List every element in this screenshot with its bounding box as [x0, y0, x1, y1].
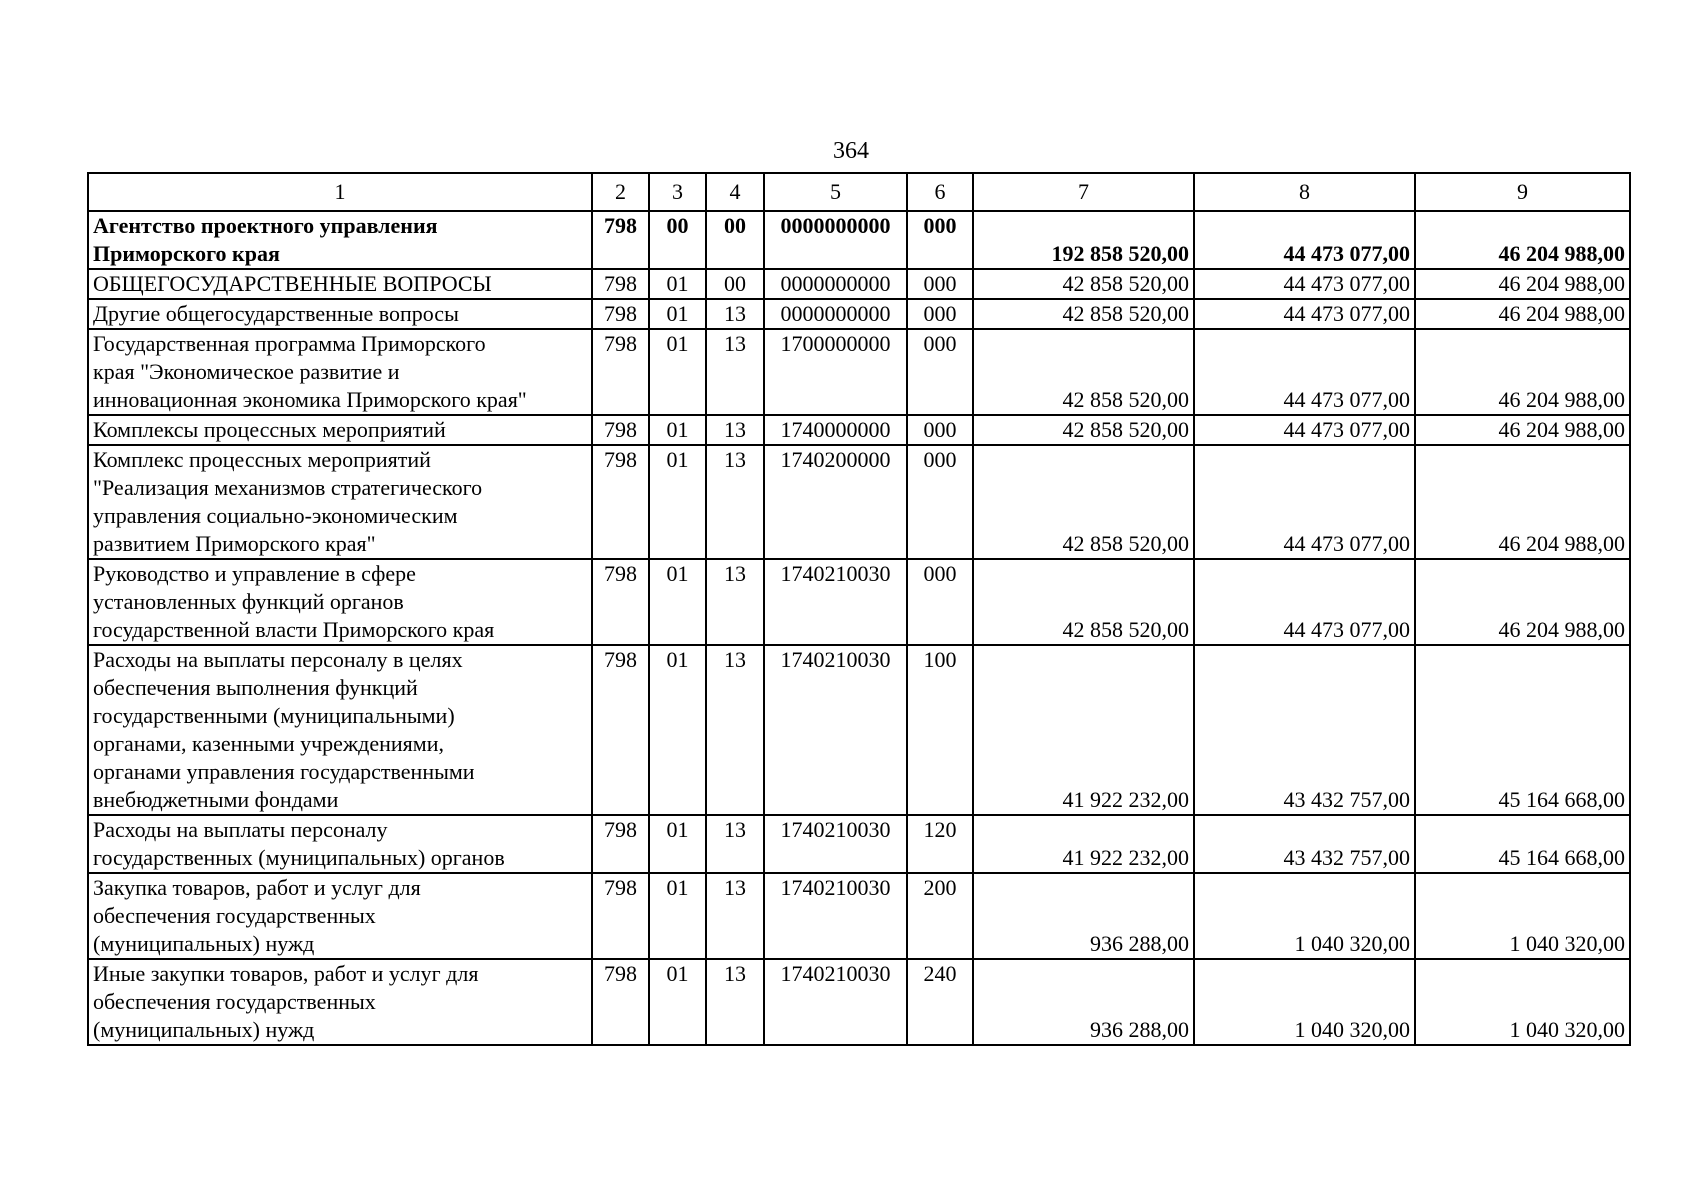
expense-type-cell: 000 [907, 329, 973, 415]
amount-year3-cell: 46 204 988,00 [1415, 445, 1630, 559]
row-name-line: государственными (муниципальными) [93, 703, 455, 728]
section-code-cell: 01 [649, 873, 706, 959]
amount-year2-cell: 43 432 757,00 [1194, 645, 1415, 815]
row-name-line: (муниципальных) нужд [93, 931, 315, 956]
amount-year3-cell: 1 040 320,00 [1415, 959, 1630, 1045]
row-name-line: органами, казенными учреждениями, [93, 731, 444, 756]
row-name-line: Закупка товаров, работ и услуг для [93, 875, 421, 900]
section-code-cell: 01 [649, 815, 706, 873]
row-name-cell [88, 329, 592, 415]
row-name-cell [88, 211, 592, 269]
expense-type-cell: 000 [907, 211, 973, 269]
expense-type-cell: 120 [907, 815, 973, 873]
row-name-line: края "Экономическое развитие и [93, 359, 400, 384]
column-header: 2 [592, 173, 649, 211]
row-name-line: Приморского края [93, 241, 280, 266]
section-code-cell: 01 [649, 269, 706, 299]
target-article-cell: 1740200000 [764, 445, 907, 559]
subsection-code-cell: 13 [706, 299, 764, 329]
ministry-code-cell: 798 [592, 559, 649, 645]
ministry-code-cell: 798 [592, 959, 649, 1045]
row-name-cell [88, 299, 592, 329]
row-name-line: Другие общегосударственные вопросы [93, 301, 459, 326]
amount-year3-cell: 45 164 668,00 [1415, 815, 1630, 873]
ministry-code-cell: 798 [592, 299, 649, 329]
amount-year2-cell: 1 040 320,00 [1194, 873, 1415, 959]
table-body [88, 173, 1630, 1045]
column-header: 4 [706, 173, 764, 211]
row-name-line: органами управления государственными [93, 759, 475, 784]
target-article-cell: 1740000000 [764, 415, 907, 445]
table-row [88, 445, 1630, 559]
row-name-cell [88, 873, 592, 959]
expense-type-cell: 000 [907, 299, 973, 329]
amount-year1-cell: 42 858 520,00 [973, 329, 1194, 415]
page-number: 364 [833, 138, 869, 164]
column-header: 6 [907, 173, 973, 211]
column-header: 8 [1194, 173, 1415, 211]
row-name-cell [88, 269, 592, 299]
subsection-code-cell: 13 [706, 645, 764, 815]
row-name-line: Государственная программа Приморского [93, 331, 486, 356]
subsection-code-cell: 13 [706, 415, 764, 445]
row-name-line: Руководство и управление в сфере [93, 561, 416, 586]
amount-year1-cell: 42 858 520,00 [973, 445, 1194, 559]
row-name-line: обеспечения государственных [93, 989, 376, 1014]
row-name-line: развитием Приморского края" [93, 531, 376, 556]
row-name-line: Расходы на выплаты персоналу [93, 817, 388, 842]
row-name-cell [88, 415, 592, 445]
row-name-cell [88, 645, 592, 815]
amount-year2-cell: 1 040 320,00 [1194, 959, 1415, 1045]
row-name-line: Комплекс процессных мероприятий [93, 447, 431, 472]
amount-year2-cell: 44 473 077,00 [1194, 329, 1415, 415]
amount-year3-cell: 46 204 988,00 [1415, 211, 1630, 269]
amount-year3-cell: 46 204 988,00 [1415, 415, 1630, 445]
amount-year2-cell: 44 473 077,00 [1194, 211, 1415, 269]
row-name-cell [88, 959, 592, 1045]
amount-year1-cell: 41 922 232,00 [973, 815, 1194, 873]
column-header: 9 [1415, 173, 1630, 211]
row-name-line: Расходы на выплаты персоналу в целях [93, 647, 463, 672]
row-name-line: "Реализация механизмов стратегического [93, 475, 483, 500]
section-code-cell: 01 [649, 329, 706, 415]
row-name-cell [88, 815, 592, 873]
subsection-code-cell: 00 [706, 269, 764, 299]
subsection-code-cell: 13 [706, 815, 764, 873]
ministry-code-cell: 798 [592, 415, 649, 445]
amount-year1-cell: 42 858 520,00 [973, 415, 1194, 445]
amount-year1-cell: 936 288,00 [973, 873, 1194, 959]
row-name-line: внебюджетными фондами [93, 787, 339, 812]
column-header: 5 [764, 173, 907, 211]
table-row [88, 299, 1630, 329]
table-row [88, 269, 1630, 299]
row-name-line: обеспечения государственных [93, 903, 376, 928]
ministry-code-cell: 798 [592, 269, 649, 299]
row-name-line: инновационная экономика Приморского края" [93, 387, 527, 412]
column-header: 1 [88, 173, 592, 211]
subsection-code-cell: 13 [706, 445, 764, 559]
amount-year2-cell: 43 432 757,00 [1194, 815, 1415, 873]
table-row [88, 559, 1630, 645]
table-row [88, 959, 1630, 1045]
amount-year2-cell: 44 473 077,00 [1194, 415, 1415, 445]
amount-year2-cell: 44 473 077,00 [1194, 269, 1415, 299]
section-code-cell: 01 [649, 415, 706, 445]
table-row [88, 873, 1630, 959]
target-article-cell: 1740210030 [764, 645, 907, 815]
amount-year3-cell: 1 040 320,00 [1415, 873, 1630, 959]
amount-year3-cell: 46 204 988,00 [1415, 269, 1630, 299]
target-article-cell: 1700000000 [764, 329, 907, 415]
section-code-cell: 01 [649, 445, 706, 559]
target-article-cell: 1740210030 [764, 959, 907, 1045]
amount-year2-cell: 44 473 077,00 [1194, 445, 1415, 559]
target-article-cell: 1740210030 [764, 815, 907, 873]
amount-year2-cell: 44 473 077,00 [1194, 299, 1415, 329]
amount-year1-cell: 41 922 232,00 [973, 645, 1194, 815]
ministry-code-cell: 798 [592, 445, 649, 559]
row-name-line: (муниципальных) нужд [93, 1017, 315, 1042]
section-code-cell: 01 [649, 959, 706, 1045]
subsection-code-cell: 00 [706, 211, 764, 269]
budget-table [87, 172, 1631, 1046]
table-row [88, 415, 1630, 445]
amount-year2-cell: 44 473 077,00 [1194, 559, 1415, 645]
target-article-cell: 1740210030 [764, 559, 907, 645]
table-row [88, 211, 1630, 269]
amount-year1-cell: 42 858 520,00 [973, 299, 1194, 329]
amount-year3-cell: 46 204 988,00 [1415, 329, 1630, 415]
expense-type-cell: 000 [907, 559, 973, 645]
row-name-cell [88, 445, 592, 559]
row-name-line: ОБЩЕГОСУДАРСТВЕННЫЕ ВОПРОСЫ [93, 271, 492, 296]
row-name-line: Иные закупки товаров, работ и услуг для [93, 961, 479, 986]
column-header: 3 [649, 173, 706, 211]
ministry-code-cell: 798 [592, 645, 649, 815]
ministry-code-cell: 798 [592, 211, 649, 269]
amount-year1-cell: 42 858 520,00 [973, 559, 1194, 645]
amount-year3-cell: 46 204 988,00 [1415, 299, 1630, 329]
target-article-cell: 0000000000 [764, 299, 907, 329]
target-article-cell: 0000000000 [764, 211, 907, 269]
expense-type-cell: 100 [907, 645, 973, 815]
subsection-code-cell: 13 [706, 329, 764, 415]
section-code-cell: 01 [649, 559, 706, 645]
expense-type-cell: 000 [907, 445, 973, 559]
subsection-code-cell: 13 [706, 559, 764, 645]
row-name-line: обеспечения выполнения функций [93, 675, 418, 700]
table-row [88, 815, 1630, 873]
amount-year1-cell: 42 858 520,00 [973, 269, 1194, 299]
table-row [88, 645, 1630, 815]
target-article-cell: 1740210030 [764, 873, 907, 959]
table-row [88, 329, 1630, 415]
row-name-line: установленных функций органов [93, 589, 404, 614]
section-code-cell: 01 [649, 645, 706, 815]
row-name-cell [88, 559, 592, 645]
expense-type-cell: 200 [907, 873, 973, 959]
ministry-code-cell: 798 [592, 329, 649, 415]
expense-type-cell: 000 [907, 415, 973, 445]
row-name-line: Агентство проектного управления [93, 213, 438, 238]
amount-year3-cell: 45 164 668,00 [1415, 645, 1630, 815]
subsection-code-cell: 13 [706, 873, 764, 959]
row-name-line: управления социально-экономическим [93, 503, 458, 528]
expense-type-cell: 000 [907, 269, 973, 299]
ministry-code-cell: 798 [592, 873, 649, 959]
row-name-line: государственных (муниципальных) органов [93, 845, 505, 870]
ministry-code-cell: 798 [592, 815, 649, 873]
column-header: 7 [973, 173, 1194, 211]
section-code-cell: 00 [649, 211, 706, 269]
amount-year1-cell: 192 858 520,00 [973, 211, 1194, 269]
expense-type-cell: 240 [907, 959, 973, 1045]
row-name-line: Комплексы процессных мероприятий [93, 417, 446, 442]
amount-year3-cell: 46 204 988,00 [1415, 559, 1630, 645]
target-article-cell: 0000000000 [764, 269, 907, 299]
row-name-line: государственной власти Приморского края [93, 617, 495, 642]
section-code-cell: 01 [649, 299, 706, 329]
subsection-code-cell: 13 [706, 959, 764, 1045]
amount-year1-cell: 936 288,00 [973, 959, 1194, 1045]
column-number-row [88, 173, 1630, 211]
